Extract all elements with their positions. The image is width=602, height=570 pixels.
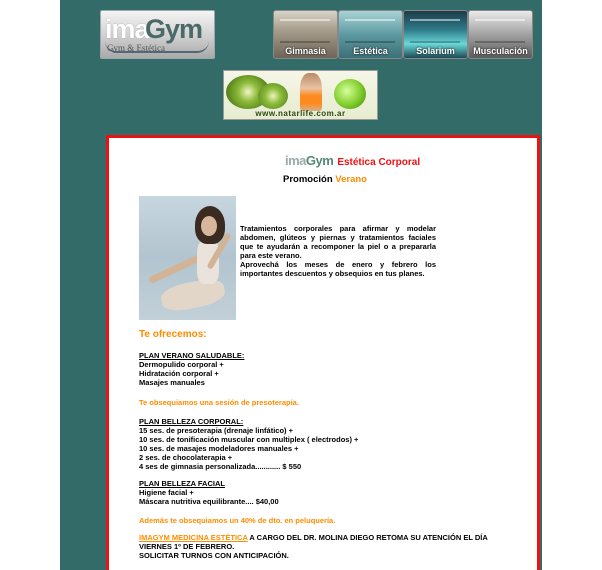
nav-musculacion-button[interactable] — [468, 10, 533, 59]
plan-item: 10 ses. de tonificación muscular con multiplex ( electrodos) + — [139, 435, 359, 444]
heading-logo — [285, 153, 333, 168]
heading-logo-gym: Gym — [305, 153, 334, 168]
plan-item: 10 ses. de masajes modeladores manuales + — [139, 444, 299, 453]
plan-title: PLAN BELLEZA CORPORAL: — [139, 417, 244, 426]
plan-belleza-facial — [139, 479, 519, 506]
plan-belleza-corporal — [139, 417, 519, 471]
nav-musculacion-label: Musculación — [473, 46, 528, 56]
natarlife-banner[interactable] — [223, 70, 378, 120]
page-background — [60, 0, 542, 570]
medic-line-1 — [139, 533, 519, 551]
plan-item: 2 ses. de chocolaterapia + — [139, 453, 233, 462]
apple-image — [334, 79, 366, 109]
logo-ima: ima — [105, 14, 149, 44]
photo-legs — [159, 276, 227, 315]
woman-image — [300, 73, 322, 111]
solarium-photo — [410, 19, 460, 43]
medic-line-2: SOLICITAR TURNOS CON ANTICIPACIÓN. — [139, 551, 289, 560]
gym-photo — [280, 19, 330, 43]
plan-item: Higiene facial + — [139, 488, 194, 497]
imagym-logo[interactable] — [100, 10, 215, 59]
plan-item: Dermopulido corporal + — [139, 360, 224, 369]
plan-title: PLAN BELLEZA FACIAL — [139, 479, 225, 488]
photo-face — [201, 216, 217, 236]
gift-note-presoterapia: Te obsequiamos una sesión de presoterapia. — [139, 398, 299, 407]
plan-verano-saludable — [139, 351, 519, 387]
medicina-estetica-link[interactable]: IMAGYM MEDICINA ESTÉTICA — [139, 533, 248, 542]
promo-title — [135, 174, 515, 185]
model-photo — [139, 196, 236, 320]
logo-gym: Gym — [145, 14, 203, 44]
plan-item: Masajes manuales — [139, 378, 205, 387]
section-heading — [285, 153, 445, 168]
plan-item: Hidratación corporal + — [139, 369, 219, 378]
nav-solarium-button[interactable] — [403, 10, 468, 59]
nav-estetica-button[interactable] — [338, 10, 403, 59]
plan-item: Máscara nutritiva equilibrante.... $40,00 — [139, 497, 279, 506]
offer-title: Te ofrecemos: — [139, 329, 207, 340]
logo-tagline: Gym & Estética — [107, 43, 165, 53]
plan-title: PLAN VERANO SALUDABLE: — [139, 351, 245, 360]
plan-item: 4 ses de gimnasia personalizada............ $ 550 — [139, 462, 302, 471]
intro-paragraph-1: Tratamientos corporales para afirmar y modelar abdomen, glúteos y piernas y tratamientos faciales que te ayudarán a recomponer la piel o a prepararla para este verano. — [240, 224, 436, 260]
nav-estetica-label: Estética — [353, 46, 388, 56]
musculacion-photo — [475, 19, 525, 43]
intro-paragraph-2: Aprovechá los meses de enero y febrero los importantes descuentos y obsequios en tus planes. — [240, 260, 436, 278]
medicina-estetica-notice — [139, 533, 519, 560]
promo-title-highlight: Verano — [335, 174, 367, 185]
heading-category: Estética Corporal — [337, 157, 421, 168]
estetica-photo — [345, 19, 395, 43]
nav-gimnasia-label: Gimnasia — [285, 46, 326, 56]
nav-gimnasia-button[interactable] — [273, 10, 338, 59]
photo-arm-left — [148, 255, 200, 284]
intro-text — [240, 224, 436, 278]
promo-title-prefix: Promoción — [283, 174, 333, 185]
heading-logo-ima: ima — [285, 153, 306, 168]
content-panel — [106, 135, 540, 570]
medic-text: A CARGO DEL DR. MOLINA DIEGO RETOMA SU ATENCIÓN EL DÍA VIERNES 1º DE FEBRERO. — [139, 533, 488, 551]
kiwi-slice-image — [258, 83, 288, 109]
nav-solarium-label: Solarium — [416, 46, 455, 56]
gift-note-peluqueria: Además te obsequiamos un 40% de dto. en peluquería. — [139, 516, 336, 525]
plan-item: 15 ses. de presoterapia (drenaje linfático) + — [139, 426, 294, 435]
banner-url: www.natarlife.com.ar — [255, 109, 346, 118]
